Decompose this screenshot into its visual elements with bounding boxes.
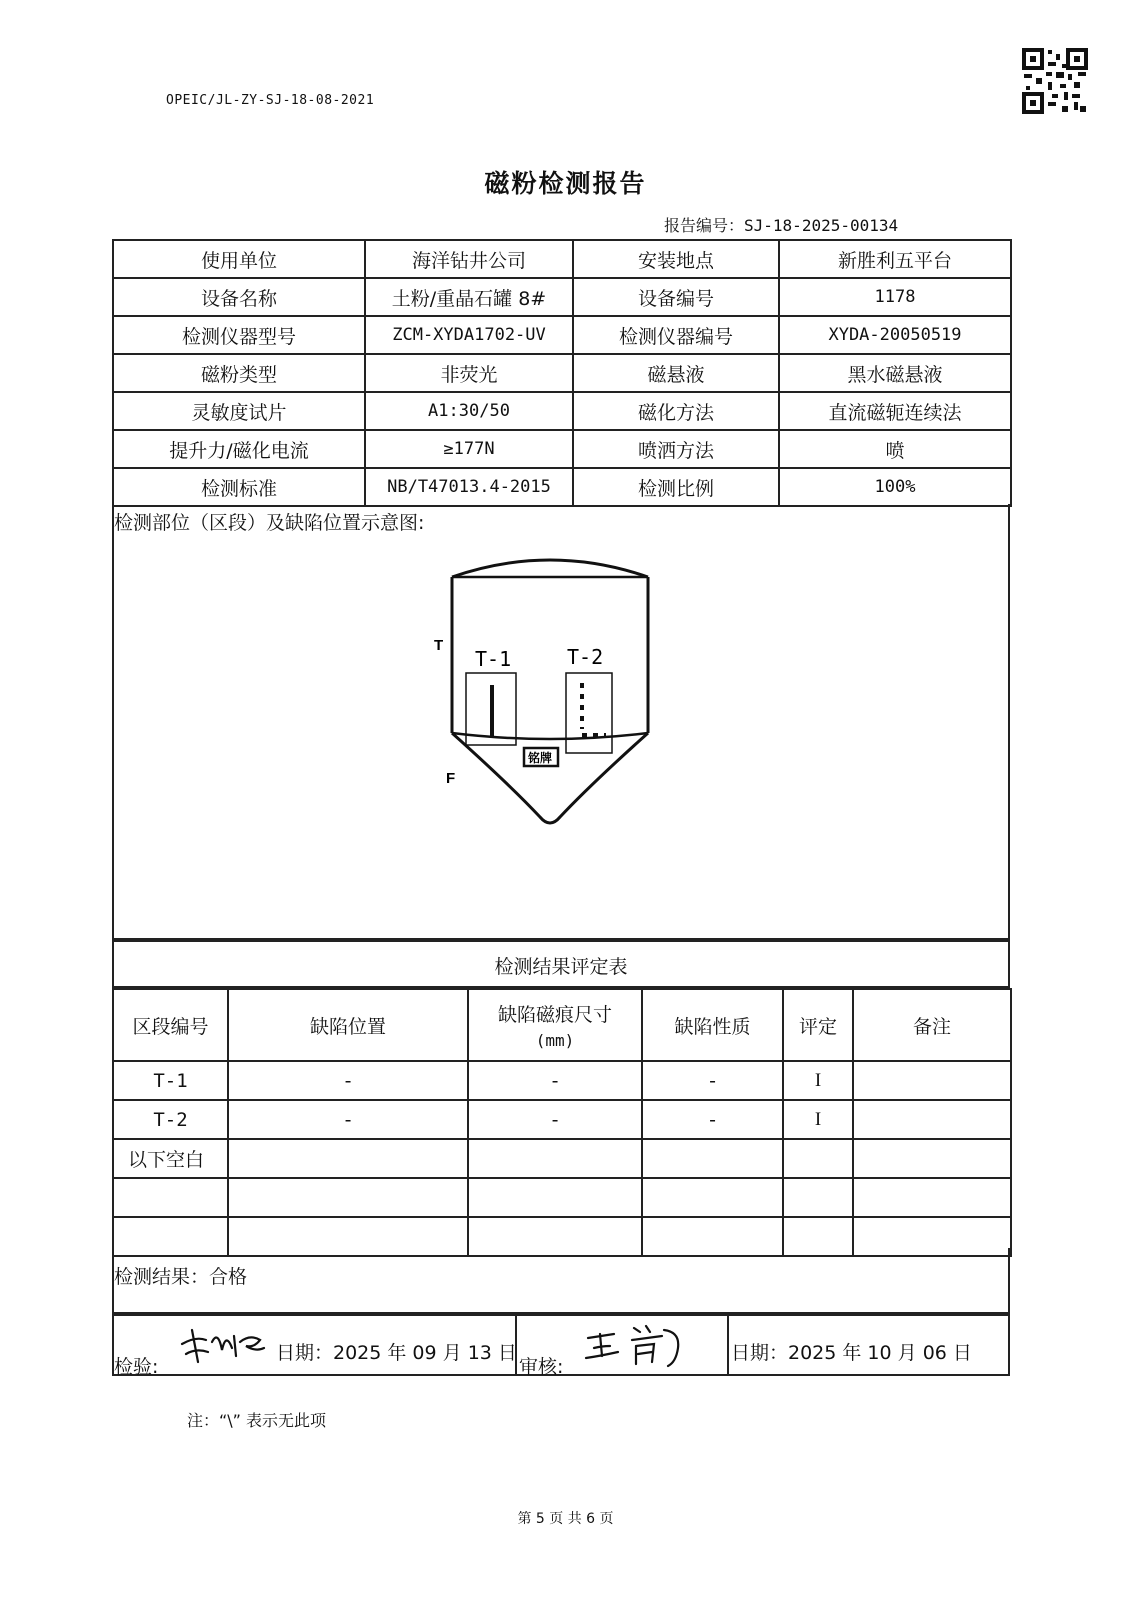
tank-top-dome: [452, 560, 648, 577]
position-cell: [228, 1178, 468, 1217]
inspector-label: 检验:: [114, 1356, 159, 1378]
nature-cell: [642, 1139, 783, 1178]
info-value: ZCM-XYDA1702-UV: [365, 316, 573, 354]
grade-cell: [783, 1139, 853, 1178]
results-table: [112, 988, 1012, 1257]
info-row: [113, 240, 1011, 278]
report-title: 磁粉检测报告: [484, 169, 647, 198]
remark-cell: [853, 1061, 1011, 1100]
col-position-header: 缺陷位置: [228, 989, 468, 1061]
results-table-title: 检测结果评定表: [494, 956, 628, 978]
info-row: [113, 354, 1011, 392]
sketch-label: 检测部位（区段）及缺陷位置示意图:: [114, 512, 425, 534]
col-size-header: [468, 989, 642, 1061]
info-label: 安装地点: [573, 240, 779, 278]
col-nature-header: 缺陷性质: [642, 989, 783, 1061]
inspector-date: 日期：2025 年 09 月 13 日: [276, 1342, 517, 1364]
table-row: [113, 1100, 1011, 1139]
tank-sketch-diagram: [430, 555, 670, 855]
info-label: 磁化方法: [573, 392, 779, 430]
info-value: ≥177N: [365, 430, 573, 468]
info-row: [113, 430, 1011, 468]
info-label: 设备名称: [113, 278, 365, 316]
inspector-signature-icon: [176, 1322, 268, 1368]
conclusion-value: 合格: [209, 1266, 248, 1288]
zone-t2-box: [566, 673, 612, 753]
info-value: 直流磁轭连续法: [779, 392, 1011, 430]
reviewer-signature-icon: [584, 1318, 694, 1370]
nature-cell: -: [642, 1100, 783, 1139]
col-size-header-line2: (mm): [535, 1031, 575, 1050]
info-value: 黑水磁悬液: [779, 354, 1011, 392]
size-cell: [468, 1178, 642, 1217]
top-mark: T: [434, 637, 444, 654]
bottom-mark: F: [446, 770, 456, 787]
size-cell: -: [468, 1061, 642, 1100]
qr-code-icon: [1022, 48, 1088, 114]
nature-cell: [642, 1178, 783, 1217]
info-label: 检测仪器编号: [573, 316, 779, 354]
zone-cell: [113, 1178, 228, 1217]
col-size-header-line1: 缺陷磁痕尺寸: [497, 1004, 612, 1026]
info-label: 提升力/磁化电流: [113, 430, 365, 468]
size-cell: -: [468, 1100, 642, 1139]
signoff-divider: [727, 1314, 729, 1376]
remark-cell: [853, 1139, 1011, 1178]
report-number-label: 报告编号：: [664, 216, 745, 235]
info-value: 新胜利五平台: [779, 240, 1011, 278]
col-remark-header: 备注: [853, 989, 1011, 1061]
info-value: XYDA-20050519: [779, 316, 1011, 354]
cone-weld-seam: [452, 733, 648, 739]
position-cell: -: [228, 1061, 468, 1100]
tank-cone-bottom: [452, 733, 648, 823]
page-number: 第 5 页 共 6 页: [517, 1511, 614, 1527]
info-label: 检测仪器型号: [113, 316, 365, 354]
info-value: A1:30/50: [365, 392, 573, 430]
info-value: 海洋钻井公司: [365, 240, 573, 278]
conclusion: [114, 1262, 247, 1289]
zone-cell: T-2: [113, 1100, 228, 1139]
info-label: 磁粉类型: [113, 354, 365, 392]
remark-cell: [853, 1178, 1011, 1217]
info-label: 磁悬液: [573, 354, 779, 392]
nameplate-label: 铭牌: [528, 751, 553, 765]
table-row: [113, 1178, 1011, 1217]
nature-cell: -: [642, 1061, 783, 1100]
info-label: 检测标准: [113, 468, 365, 506]
grade-cell: I: [783, 1100, 853, 1139]
col-grade-header: 评定: [783, 989, 853, 1061]
document-code: OPEIC/JL-ZY-SJ-18-08-2021: [166, 93, 375, 108]
report-number: [664, 213, 898, 236]
reviewer-label: 审核:: [519, 1356, 564, 1378]
table-row: [113, 1061, 1011, 1100]
info-value: NB/T47013.4-2015: [365, 468, 573, 506]
info-row: [113, 468, 1011, 506]
footnote: 注：“\” 表示无此项: [187, 1411, 327, 1430]
zone-t1-label: T-1: [475, 647, 512, 671]
grade-cell: I: [783, 1061, 853, 1100]
results-header-row: [113, 989, 1011, 1061]
info-value: 土粉/重晶石罐 8#: [365, 278, 573, 316]
info-row: [113, 392, 1011, 430]
info-value: 1178: [779, 278, 1011, 316]
info-row: [113, 278, 1011, 316]
info-value: 非荧光: [365, 354, 573, 392]
info-label: 检测比例: [573, 468, 779, 506]
info-label: 使用单位: [113, 240, 365, 278]
equipment-info-table: [112, 239, 1012, 507]
reviewer-date: 日期：2025 年 10 月 06 日: [731, 1342, 972, 1364]
table-row: [113, 1139, 1011, 1178]
zone-t2-label: T-2: [567, 645, 604, 669]
size-cell: [468, 1139, 642, 1178]
info-value: 100%: [779, 468, 1011, 506]
info-label: 喷洒方法: [573, 430, 779, 468]
info-row: [113, 316, 1011, 354]
info-label: 设备编号: [573, 278, 779, 316]
col-zone-header: 区段编号: [113, 989, 228, 1061]
conclusion-label: 检测结果：: [114, 1266, 210, 1288]
info-label: 灵敏度试片: [113, 392, 365, 430]
grade-cell: [783, 1178, 853, 1217]
remark-cell: [853, 1100, 1011, 1139]
info-value: 喷: [779, 430, 1011, 468]
zone-cell: 以下空白: [113, 1139, 228, 1178]
report-number-value: SJ-18-2025-00134: [744, 216, 899, 235]
position-cell: -: [228, 1100, 468, 1139]
zone-cell: T-1: [113, 1061, 228, 1100]
position-cell: [228, 1139, 468, 1178]
